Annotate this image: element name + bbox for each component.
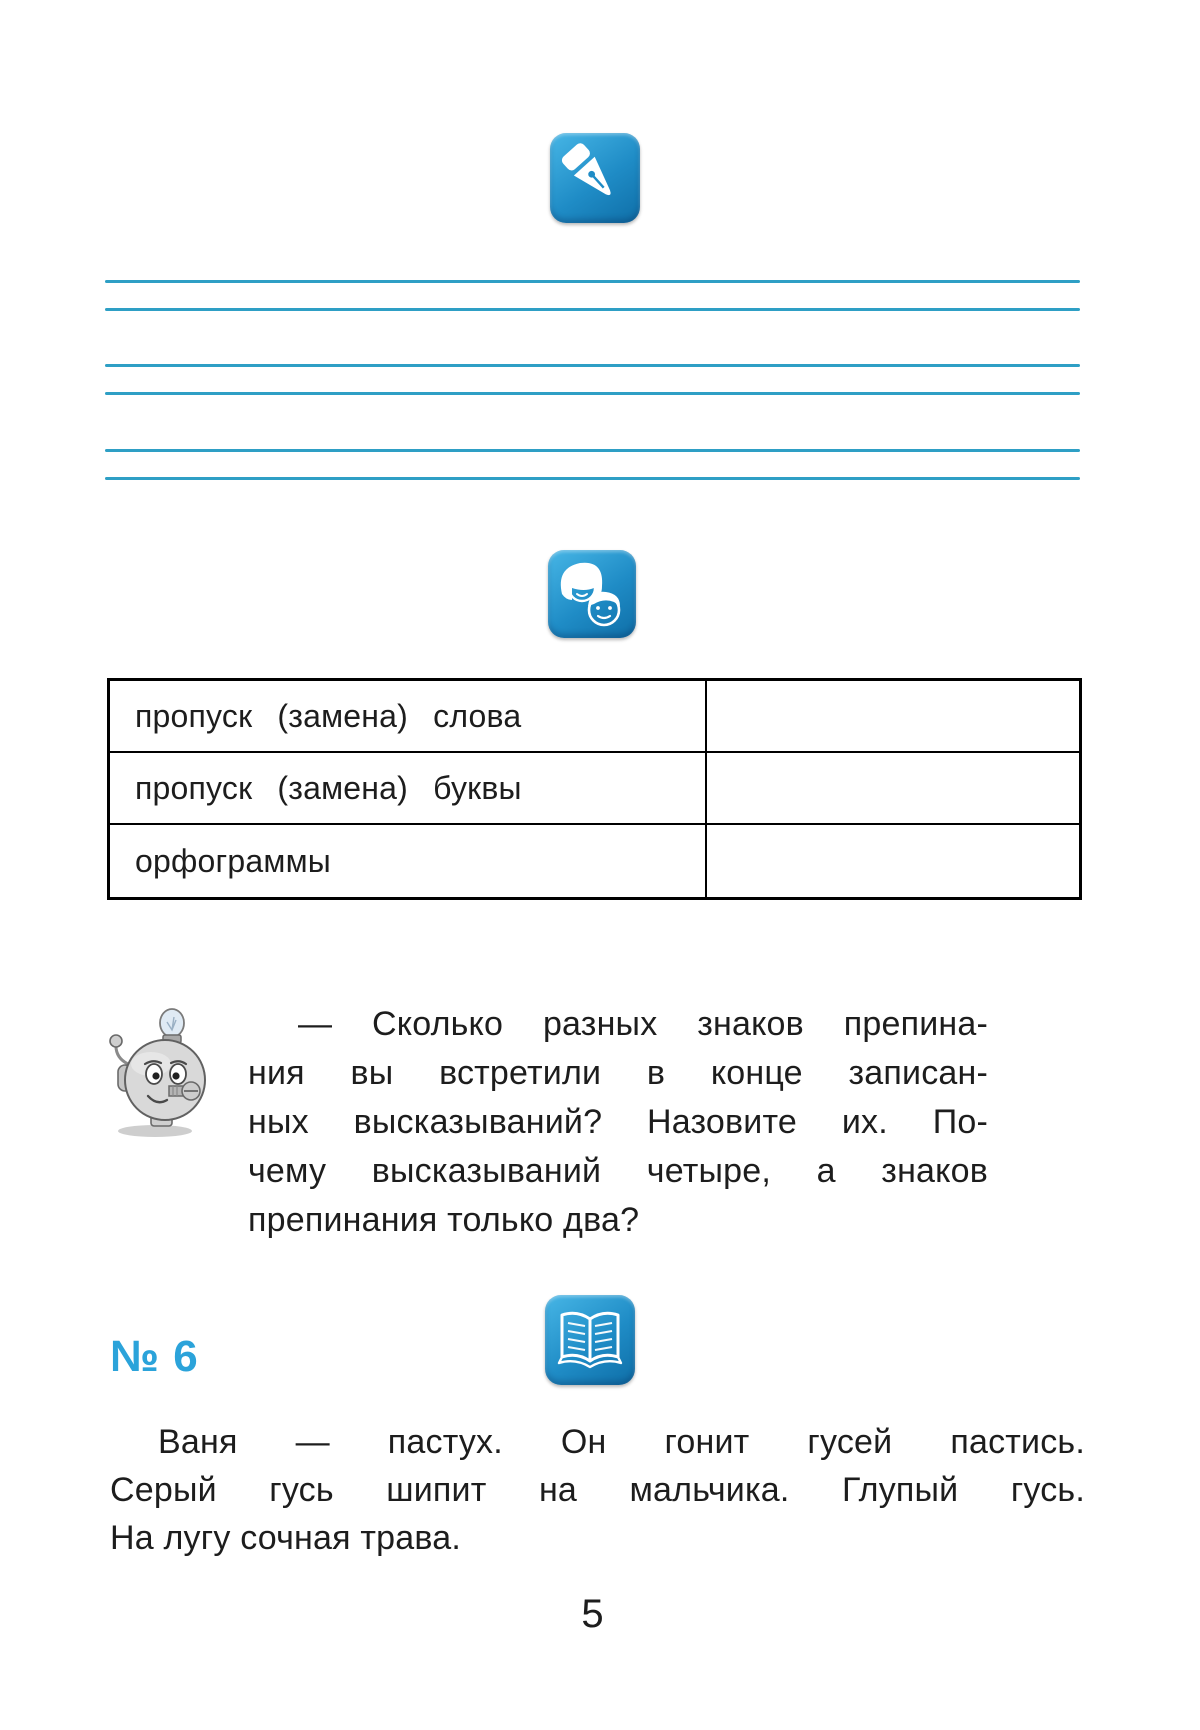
pair-work-tile (548, 550, 636, 638)
check-table (107, 678, 1082, 900)
task-number: № 6 (110, 1332, 199, 1381)
writing-task-tile (550, 133, 640, 223)
table-row-value (707, 753, 1079, 825)
open-book-icon (545, 1295, 635, 1385)
writing-line (105, 392, 1080, 395)
writing-line (105, 477, 1080, 480)
exercise-line: Ваня — пастух. Он гонит гусей пастись. (158, 1423, 1085, 1461)
exercise-line: Серый гусь шипит на мальчика. Глупый гусь. (110, 1471, 1085, 1509)
robot-character-illustration (103, 1008, 221, 1140)
table-row-label (110, 681, 707, 753)
table-cell-text: орфограммы (135, 842, 331, 879)
question-paragraph (248, 1000, 988, 1245)
table-row-value (707, 681, 1079, 753)
question-line: ния вы встретили в конце записан- (248, 1054, 988, 1092)
table-row-label (110, 825, 707, 897)
question-line: — Сколько разных знаков препина- (298, 1005, 988, 1043)
robot-character (103, 1008, 221, 1145)
pen-nib-icon (550, 133, 640, 223)
question-line: чему высказываний четыре, а знаков (248, 1152, 988, 1190)
table-row-value (707, 825, 1079, 897)
exercise-line: На лугу сочная трава. (110, 1519, 462, 1557)
table-cell-text: пропуск (замена) буквы (135, 769, 522, 806)
writing-line (105, 364, 1080, 367)
table-row-label (110, 753, 707, 825)
writing-line (105, 280, 1080, 283)
question-line: препинания только два? (248, 1201, 640, 1239)
writing-line (105, 308, 1080, 311)
question-line: ных высказываний? Назовите их. По- (248, 1103, 988, 1141)
table-cell-text: пропуск (замена) слова (135, 697, 522, 734)
children-talking-icon (548, 550, 636, 638)
exercise-paragraph (110, 1418, 1085, 1562)
reading-task-tile (545, 1295, 635, 1385)
page-number: 5 (581, 1592, 604, 1636)
writing-line (105, 449, 1080, 452)
